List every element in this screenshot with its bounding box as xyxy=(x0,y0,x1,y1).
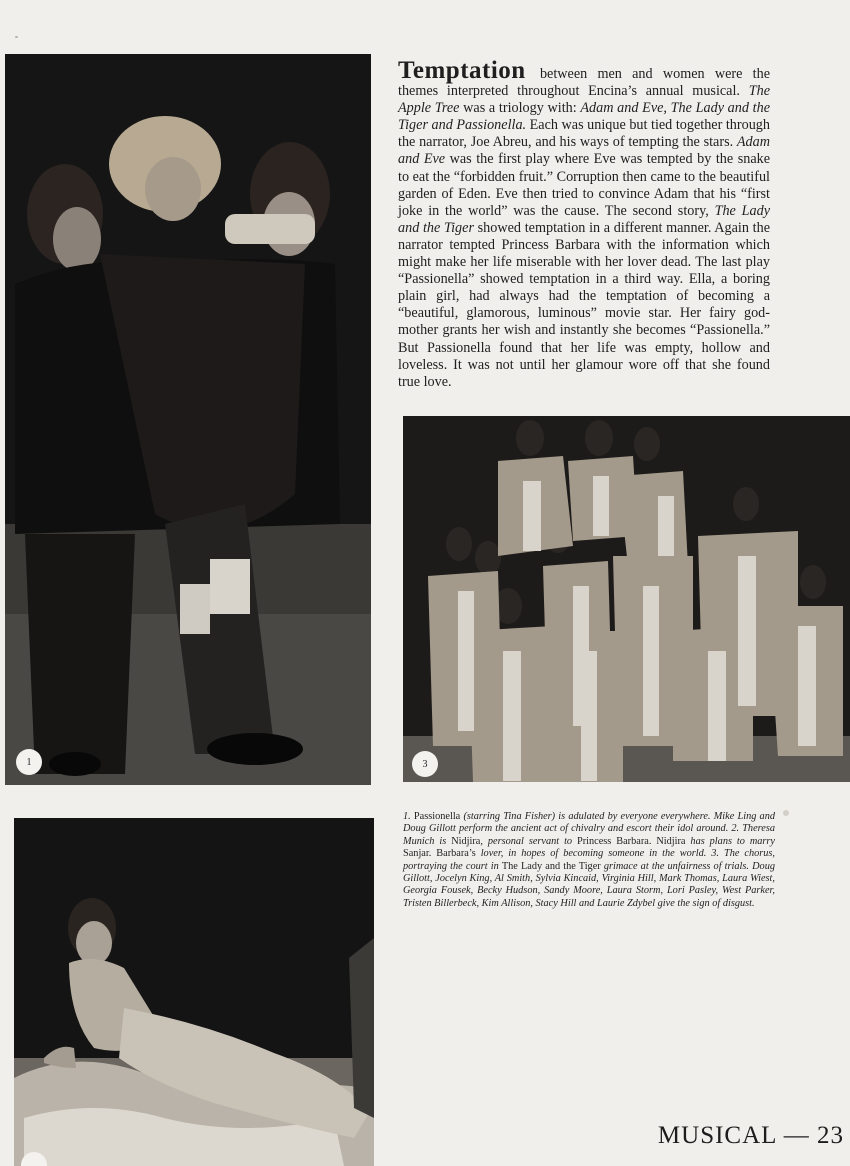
caption-text: grimace at the unfairness of trials. Doug Gillott, Jocelyn King, Al Smith, Sylvia Kincaid, Virginia Hill, Mark Thomas, Laura Wiest, Georgia Fousek, Becky Hudson, Sandy Moore, Laura Storm, Lori Pasley, West Parker, Tristen Billerbeck, Kim Allison, Stacy Hill and Laurie Zdybel give the sign of disgust. xyxy=(403,860,775,909)
article-text: was the first play where Eve was tempted by the snake to eat the “forbidden fruit.” Corruption then came to the beautiful garden of Eden. Eve then tried to convince Adam that his “first joke in the world” was the cause. The second story, xyxy=(398,151,771,219)
photo-1-illustration xyxy=(5,54,371,785)
article-text: was a triology with: xyxy=(459,100,581,117)
caption-text: 1. xyxy=(403,811,414,822)
article-title-adam-eve: Adam and Eve xyxy=(398,134,770,168)
article-title-lady-tiger: The Lady and the Tiger xyxy=(398,202,771,236)
print-speck xyxy=(15,36,18,38)
article-body xyxy=(398,57,771,391)
article-title-apple-tree: The Apple Tree xyxy=(398,83,770,117)
caption-text: (starring Tina Fisher) is adulated by everyone everywhere. Mike Ling and Doug Gillott perform the ancient act of chivalry and escort their idol around. 2. Theresa Munich is xyxy=(403,811,776,847)
caption-text: lover, in hopes of becoming someone in the world. 3. The chorus, portraying the court in xyxy=(403,848,775,872)
caption-text: Nidjira xyxy=(451,835,481,847)
article-play-list: Adam and Eve, The Lady and the Tiger and Passionella. xyxy=(398,100,770,134)
photo-2-illustration xyxy=(14,818,374,1166)
photo-number-3: 3 xyxy=(412,751,438,777)
caption-text: Sanjar. Barbara’s xyxy=(403,848,476,860)
article-text: between men and women were the themes interpreted throughout Encina’s annual musical. xyxy=(398,66,770,100)
print-speck xyxy=(783,810,789,816)
caption-text: has plans to marry xyxy=(685,835,775,847)
caption-text: The Lady and the Tiger xyxy=(501,860,601,872)
photo-nidjira-reclining xyxy=(14,818,374,1166)
photo-caption xyxy=(403,811,775,910)
photo-chorus xyxy=(403,416,850,782)
article-headword: Temptation xyxy=(398,57,526,84)
photo-3-illustration xyxy=(403,416,850,782)
caption-text: , personal servant to xyxy=(480,835,577,847)
photo-passionella-carried xyxy=(5,54,371,785)
photo-number-1: 1 xyxy=(16,749,42,775)
caption-text: Passionella xyxy=(413,811,461,822)
article-text: Each was unique but tied together through the narrator, Joe Abreu, and his ways of tempting the stars. xyxy=(398,117,770,151)
page-footer: MUSICAL — 23 xyxy=(657,1122,844,1149)
article-text: showed temptation in a different manner. Again the narrator tempted Princess Barbara with the information which might make her life miserable with her lover dead. The last play “Passionella” showed temptation in a third way. Ella, a boring plain girl, had always had the temptation of becoming a “beautiful, glamorous, luminous” movie star. Her fairy god-mother grants her wish and instantly she becomes “Passionella.” But Passionella found that her life was empty, hollow and loveless. It was not until her glamour wore off that she found true love. xyxy=(398,219,770,390)
caption-text: Princess Barbara. Nidjira xyxy=(577,835,686,847)
